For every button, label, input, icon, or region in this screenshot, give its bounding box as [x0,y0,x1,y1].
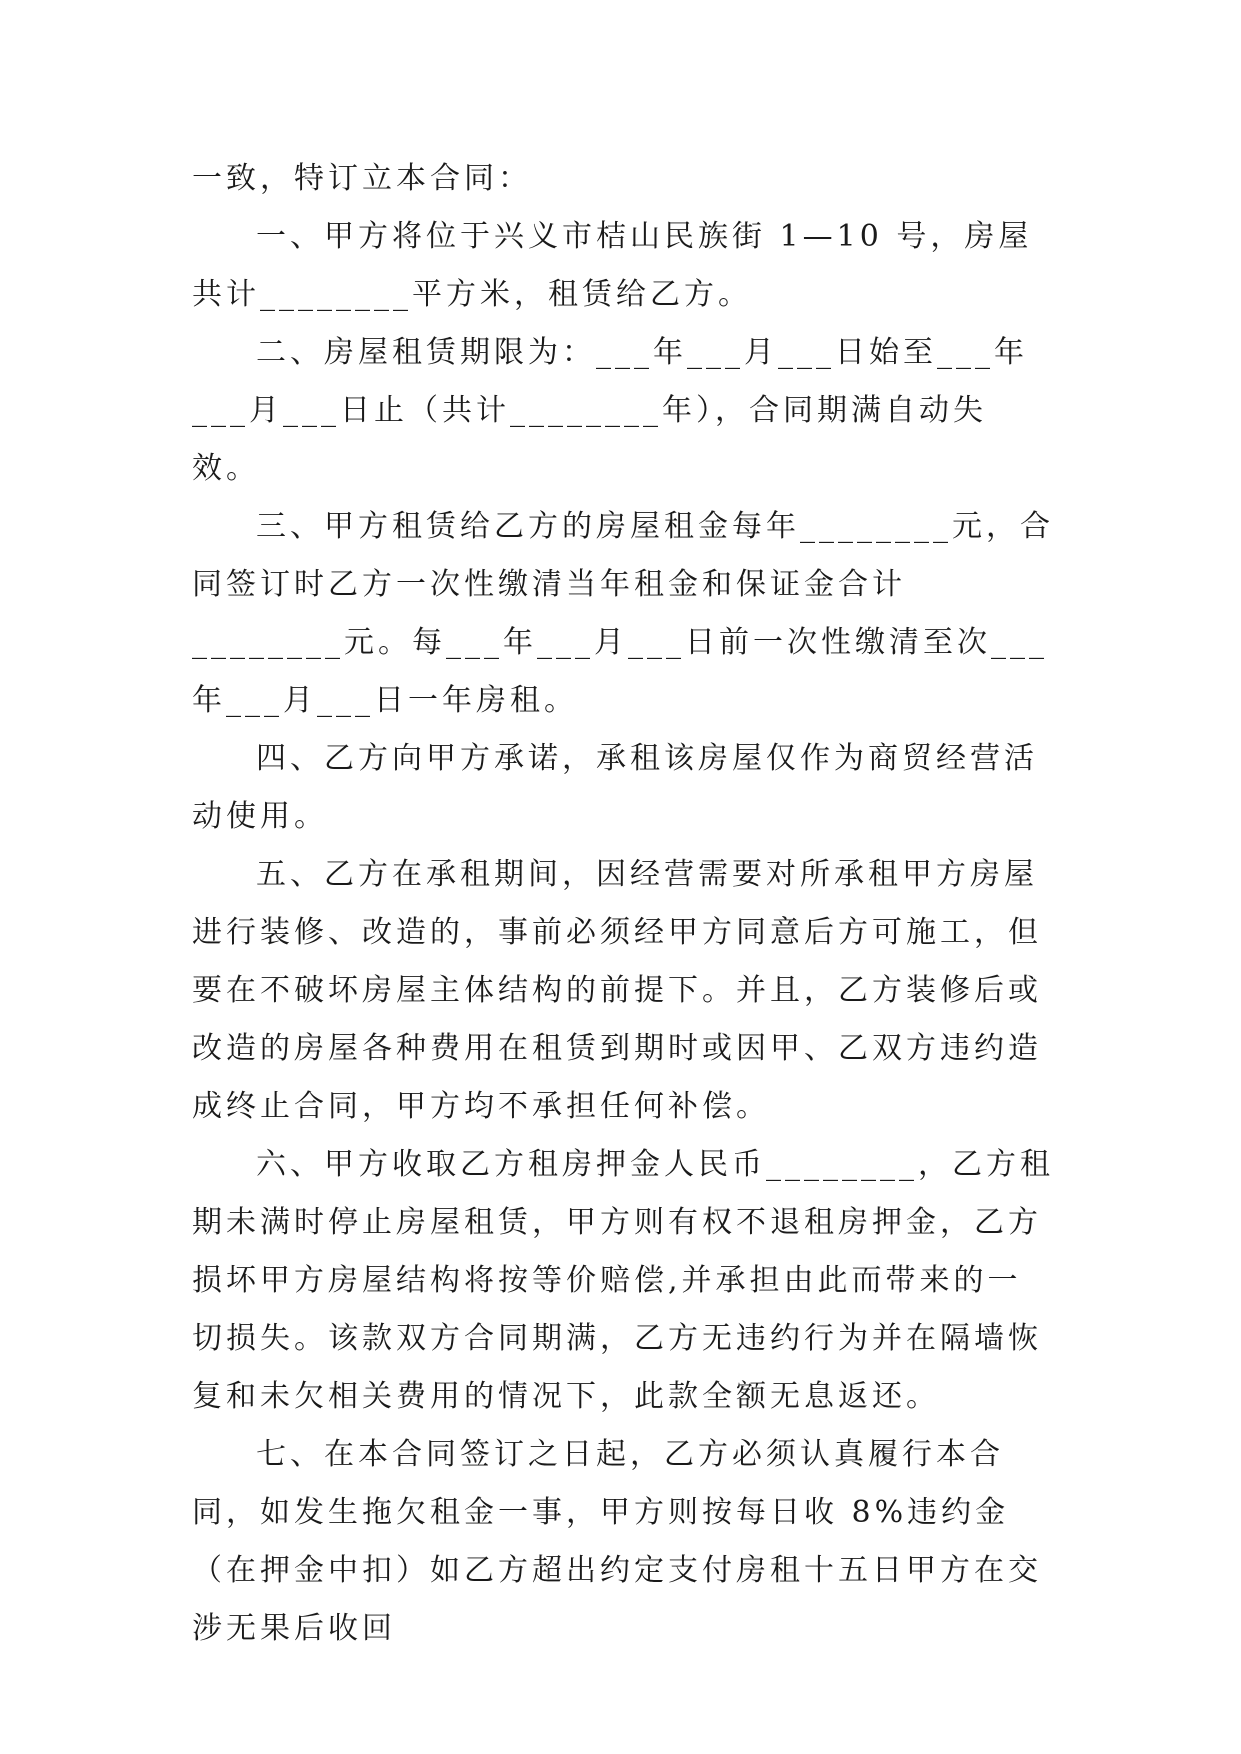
paragraph-clause-5: 五、乙方在承租期间，因经营需要对所承租甲方房屋进行装修、改造的，事前必须经甲方同意后方可施工，但要在不破坏房屋主体结构的前提下。并且，乙方装修后或改造的房屋各种费用在租赁到期时或因甲、乙双方违约造成终止合同，甲方均不承担任何补偿。 [192,857,1042,1124]
paragraph-clause-3: 三、甲方租赁给乙方的房屋租金每年________元，合同签订时乙方一次性缴清当年租金和保证金合计________元。每___年___月___日前一次性缴清至次___年___月___日一年房租。 [192,509,1054,718]
paragraph-clause-7: 七、在本合同签订之日起，乙方必须认真履行本合同，如发生拖欠租金一事，甲方则按每日收 8%违约金（在押金中扣）如乙方超出约定支付房租十五日甲方在交涉无果后收回 [192,1437,1042,1646]
paragraph-clause-4: 四、乙方向甲方承诺，承租该房屋仅作为商贸经营活动使用。 [192,741,1038,834]
contract-page [192,150,1054,1658]
paragraph-intro: 一致，特订立本合同： [192,161,532,196]
paragraph-clause-6: 六、甲方收取乙方租房押金人民币________，乙方租期未满时停止房屋租赁，甲方则有权不退租房押金，乙方损坏甲方房屋结构将按等价赔偿,并承担由此而带来的一切损失。该款双方合同期满，乙方无违约行为并在隔墙恢复和未欠相关费用的情况下，此款全额无息返还。 [192,1147,1054,1414]
paragraph-clause-1: 一、甲方将位于兴义市桔山民族街 1—10 号，房屋共计________平方米，租赁给乙方。 [192,219,1033,312]
paragraph-clause-2: 二、房屋租赁期限为：___年___月___日始至___年___月___日止（共计________年），合同期满自动失效。 [192,335,1028,486]
